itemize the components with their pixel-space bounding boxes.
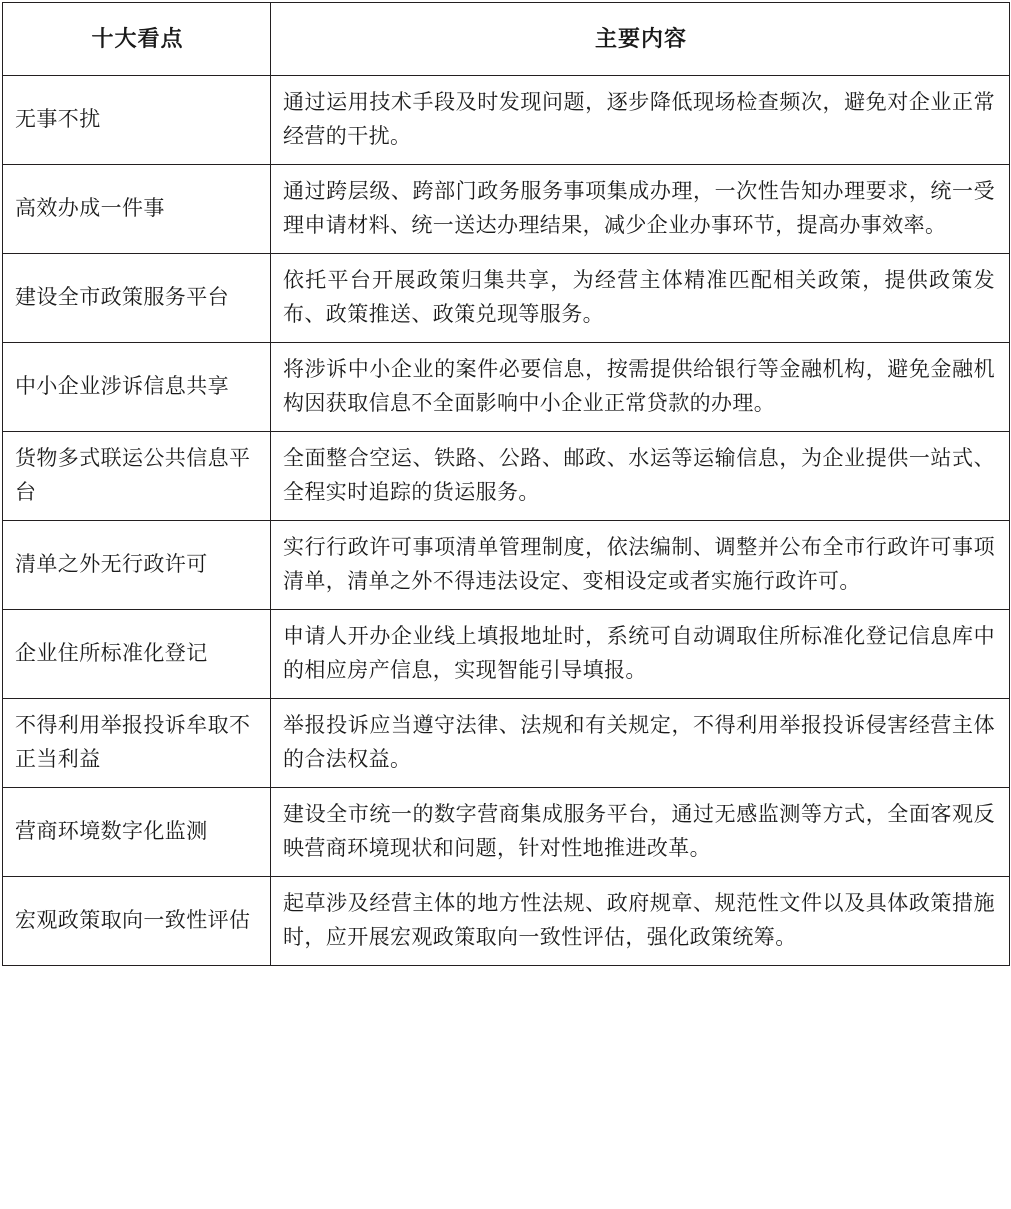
cell-point: 清单之外无行政许可 — [3, 520, 271, 609]
table-row — [3, 342, 1010, 431]
cell-content: 起草涉及经营主体的地方性法规、政府规章、规范性文件以及具体政策措施时，应开展宏观政策取向一致性评估，强化政策统筹。 — [271, 876, 1010, 965]
table-row — [3, 75, 1010, 164]
cell-point: 建设全市政策服务平台 — [3, 253, 271, 342]
cell-content: 申请人开办企业线上填报地址时，系统可自动调取住所标准化登记信息库中的相应房产信息，实现智能引导填报。 — [271, 609, 1010, 698]
cell-point: 营商环境数字化监测 — [3, 787, 271, 876]
table-row — [3, 609, 1010, 698]
column-header-point: 十大看点 — [3, 3, 271, 76]
highlights-table — [2, 2, 1010, 966]
cell-content: 举报投诉应当遵守法律、法规和有关规定，不得利用举报投诉侵害经营主体的合法权益。 — [271, 698, 1010, 787]
table-row — [3, 876, 1010, 965]
cell-point: 货物多式联运公共信息平台 — [3, 431, 271, 520]
table-row — [3, 164, 1010, 253]
table-row — [3, 431, 1010, 520]
cell-point: 宏观政策取向一致性评估 — [3, 876, 271, 965]
cell-content: 实行行政许可事项清单管理制度，依法编制、调整并公布全市行政许可事项清单，清单之外不得违法设定、变相设定或者实施行政许可。 — [271, 520, 1010, 609]
cell-point: 高效办成一件事 — [3, 164, 271, 253]
cell-content: 通过运用技术手段及时发现问题，逐步降低现场检查频次，避免对企业正常经营的干扰。 — [271, 75, 1010, 164]
cell-point: 企业住所标准化登记 — [3, 609, 271, 698]
table-header — [3, 3, 1010, 76]
cell-content: 全面整合空运、铁路、公路、邮政、水运等运输信息，为企业提供一站式、全程实时追踪的货运服务。 — [271, 431, 1010, 520]
cell-point: 中小企业涉诉信息共享 — [3, 342, 271, 431]
table-row — [3, 698, 1010, 787]
cell-point: 不得利用举报投诉牟取不正当利益 — [3, 698, 271, 787]
column-header-content: 主要内容 — [271, 3, 1010, 76]
table-body — [3, 75, 1010, 965]
table-row — [3, 787, 1010, 876]
cell-point: 无事不扰 — [3, 75, 271, 164]
table-row — [3, 520, 1010, 609]
table-header-row — [3, 3, 1010, 76]
cell-content: 将涉诉中小企业的案件必要信息，按需提供给银行等金融机构，避免金融机构因获取信息不全面影响中小企业正常贷款的办理。 — [271, 342, 1010, 431]
cell-content: 建设全市统一的数字营商集成服务平台，通过无感监测等方式，全面客观反映营商环境现状和问题，针对性地推进改革。 — [271, 787, 1010, 876]
table-row — [3, 253, 1010, 342]
cell-content: 通过跨层级、跨部门政务服务事项集成办理，一次性告知办理要求，统一受理申请材料、统一送达办理结果，减少企业办事环节，提高办事效率。 — [271, 164, 1010, 253]
document-page — [0, 2, 1011, 1209]
cell-content: 依托平台开展政策归集共享，为经营主体精准匹配相关政策，提供政策发布、政策推送、政策兑现等服务。 — [271, 253, 1010, 342]
